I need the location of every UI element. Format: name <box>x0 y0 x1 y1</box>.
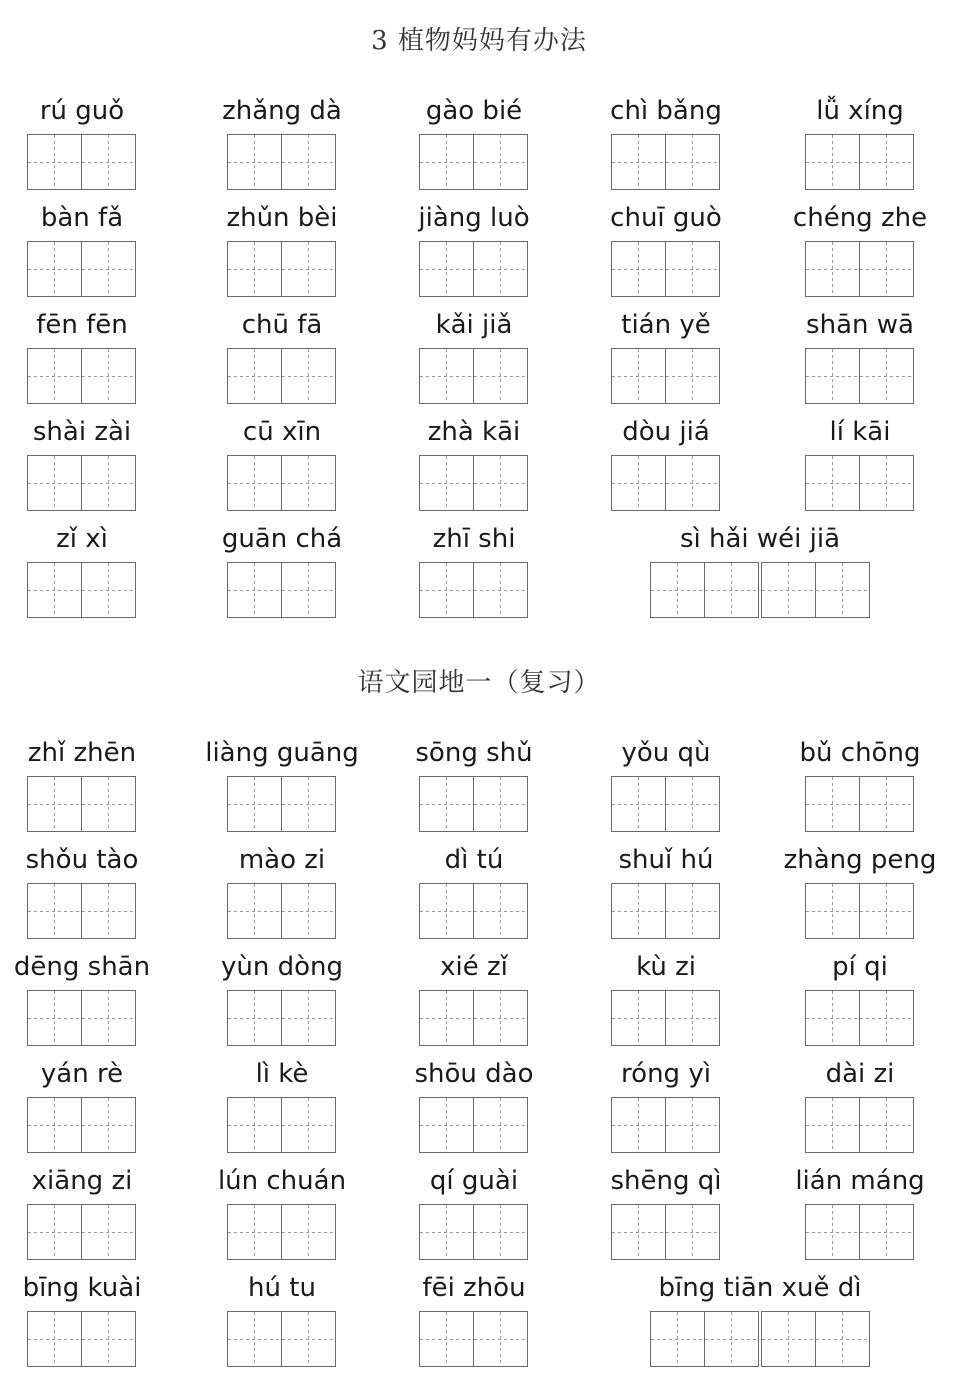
character-writing-cell[interactable] <box>27 1311 82 1367</box>
pinyin-label: kù zi <box>636 952 696 982</box>
writing-boxes[interactable] <box>227 348 334 404</box>
character-writing-cell[interactable] <box>227 1311 282 1367</box>
writing-boxes[interactable] <box>419 990 526 1046</box>
character-writing-cell[interactable] <box>281 1097 336 1153</box>
writing-boxes[interactable] <box>419 134 526 190</box>
character-writing-cell[interactable] <box>665 776 720 832</box>
character-writing-cell[interactable] <box>81 562 136 618</box>
character-writing-cell[interactable] <box>859 348 914 404</box>
writing-boxes[interactable] <box>419 562 526 618</box>
pinyin-label: rú guǒ <box>39 96 125 126</box>
character-writing-cell[interactable] <box>281 455 336 511</box>
character-writing-cell[interactable] <box>473 455 528 511</box>
character-writing-cell[interactable] <box>81 1311 136 1367</box>
character-writing-cell[interactable] <box>611 776 666 832</box>
pinyin-label: shēng qì <box>610 1166 722 1196</box>
character-writing-cell[interactable] <box>227 1204 282 1260</box>
writing-boxes[interactable] <box>419 241 526 297</box>
character-writing-cell[interactable] <box>419 990 474 1046</box>
pinyin-label: yùn dòng <box>220 952 343 982</box>
character-writing-cell[interactable] <box>611 348 666 404</box>
character-writing-cell[interactable] <box>27 348 82 404</box>
pinyin-label: hú tu <box>248 1273 316 1303</box>
writing-boxes[interactable] <box>805 348 912 404</box>
character-writing-cell[interactable] <box>281 776 336 832</box>
writing-boxes[interactable] <box>27 241 134 297</box>
writing-boxes[interactable] <box>650 562 868 618</box>
pinyin-label: dēng shān <box>13 952 151 982</box>
character-writing-cell[interactable] <box>761 562 816 618</box>
pinyin-label: chū fā <box>241 310 323 340</box>
character-writing-cell[interactable] <box>281 883 336 939</box>
pinyin-label: xié zǐ <box>440 952 508 982</box>
character-writing-cell[interactable] <box>419 1097 474 1153</box>
character-writing-cell[interactable] <box>473 1097 528 1153</box>
character-writing-cell[interactable] <box>704 1311 759 1367</box>
pinyin-label: zhǎng dà <box>222 96 342 126</box>
character-writing-cell[interactable] <box>805 1097 860 1153</box>
pinyin-label: shuǐ hú <box>618 845 714 875</box>
character-writing-cell[interactable] <box>81 776 136 832</box>
character-writing-cell[interactable] <box>859 1204 914 1260</box>
character-writing-cell[interactable] <box>419 134 474 190</box>
pinyin-label: gào bié <box>425 96 523 126</box>
character-writing-cell[interactable] <box>473 1311 528 1367</box>
pinyin-label: pí qi <box>832 952 888 982</box>
pinyin-label: róng yì <box>621 1059 711 1089</box>
character-writing-cell[interactable] <box>81 883 136 939</box>
pinyin-label: bǔ chōng <box>799 738 921 768</box>
character-writing-cell[interactable] <box>704 562 759 618</box>
character-writing-cell[interactable] <box>473 134 528 190</box>
writing-boxes[interactable] <box>611 134 718 190</box>
character-writing-cell[interactable] <box>473 776 528 832</box>
character-writing-cell[interactable] <box>665 990 720 1046</box>
pinyin-label: sì hǎi wéi jiā <box>679 524 841 554</box>
character-writing-cell[interactable] <box>611 1097 666 1153</box>
writing-boxes[interactable] <box>227 1204 334 1260</box>
writing-boxes[interactable] <box>227 1311 334 1367</box>
character-writing-cell[interactable] <box>805 776 860 832</box>
character-writing-cell[interactable] <box>761 1311 816 1367</box>
pinyin-label: lún chuán <box>217 1166 347 1196</box>
character-writing-cell[interactable] <box>27 776 82 832</box>
character-writing-cell[interactable] <box>665 883 720 939</box>
writing-boxes[interactable] <box>227 134 334 190</box>
writing-boxes[interactable] <box>419 776 526 832</box>
pinyin-label: yán rè <box>40 1059 124 1089</box>
character-writing-cell[interactable] <box>81 1097 136 1153</box>
writing-boxes[interactable] <box>227 562 334 618</box>
writing-boxes[interactable] <box>611 990 718 1046</box>
writing-boxes[interactable] <box>227 241 334 297</box>
character-writing-cell[interactable] <box>611 241 666 297</box>
pinyin-label: bàn fǎ <box>40 203 124 233</box>
character-writing-cell[interactable] <box>611 134 666 190</box>
writing-boxes[interactable] <box>27 1097 134 1153</box>
pinyin-label: chì bǎng <box>610 96 722 126</box>
character-writing-cell[interactable] <box>805 990 860 1046</box>
pinyin-label: mào zi <box>238 845 326 875</box>
character-writing-cell[interactable] <box>227 776 282 832</box>
character-writing-cell[interactable] <box>227 562 282 618</box>
character-writing-cell[interactable] <box>665 134 720 190</box>
pinyin-label: zhǐ zhēn <box>27 738 137 768</box>
character-writing-cell[interactable] <box>473 241 528 297</box>
character-writing-cell[interactable] <box>281 1204 336 1260</box>
pinyin-label: zhà kāi <box>427 417 521 447</box>
character-writing-cell[interactable] <box>227 348 282 404</box>
character-writing-cell[interactable] <box>859 776 914 832</box>
writing-boxes[interactable] <box>27 562 134 618</box>
character-writing-cell[interactable] <box>611 883 666 939</box>
character-writing-cell[interactable] <box>665 455 720 511</box>
character-writing-cell[interactable] <box>859 1097 914 1153</box>
pinyin-label: kǎi jiǎ <box>435 310 513 340</box>
pinyin-label: lián máng <box>795 1166 925 1196</box>
pinyin-label: yǒu qù <box>621 738 711 768</box>
character-writing-cell[interactable] <box>419 241 474 297</box>
writing-boxes[interactable] <box>805 1097 912 1153</box>
writing-boxes[interactable] <box>227 1097 334 1153</box>
character-writing-cell[interactable] <box>473 883 528 939</box>
character-writing-cell[interactable] <box>281 241 336 297</box>
pinyin-label: lǚ xíng <box>816 96 904 126</box>
character-writing-cell[interactable] <box>419 348 474 404</box>
character-writing-cell[interactable] <box>611 990 666 1046</box>
pinyin-label: zǐ xì <box>56 524 108 554</box>
writing-boxes[interactable] <box>611 1097 718 1153</box>
pinyin-label: zhī shi <box>432 524 516 554</box>
character-writing-cell[interactable] <box>281 990 336 1046</box>
writing-boxes[interactable] <box>805 455 912 511</box>
character-writing-cell[interactable] <box>27 990 82 1046</box>
pinyin-label: liàng guāng <box>205 738 359 768</box>
character-writing-cell[interactable] <box>859 883 914 939</box>
character-writing-cell[interactable] <box>805 348 860 404</box>
writing-boxes[interactable] <box>611 455 718 511</box>
character-writing-cell[interactable] <box>81 348 136 404</box>
character-writing-cell[interactable] <box>81 1204 136 1260</box>
pinyin-label: bīng tiān xuě dì <box>658 1273 862 1303</box>
character-writing-cell[interactable] <box>859 241 914 297</box>
character-writing-cell[interactable] <box>81 134 136 190</box>
writing-boxes[interactable] <box>419 883 526 939</box>
character-writing-cell[interactable] <box>27 455 82 511</box>
character-writing-cell[interactable] <box>859 455 914 511</box>
writing-boxes[interactable] <box>611 1204 718 1260</box>
character-writing-cell[interactable] <box>227 241 282 297</box>
writing-boxes[interactable] <box>227 990 334 1046</box>
character-writing-cell[interactable] <box>665 241 720 297</box>
character-writing-cell[interactable] <box>281 1311 336 1367</box>
character-writing-cell[interactable] <box>805 883 860 939</box>
pinyin-label: zhàng peng <box>783 845 937 875</box>
character-writing-cell[interactable] <box>27 562 82 618</box>
character-writing-cell[interactable] <box>665 348 720 404</box>
writing-boxes[interactable] <box>227 776 334 832</box>
writing-boxes[interactable] <box>805 241 912 297</box>
writing-boxes[interactable] <box>805 134 912 190</box>
character-writing-cell[interactable] <box>227 883 282 939</box>
character-writing-cell[interactable] <box>611 455 666 511</box>
character-writing-cell[interactable] <box>805 1204 860 1260</box>
pinyin-label: shān wā <box>806 310 914 340</box>
character-writing-cell[interactable] <box>815 562 870 618</box>
character-writing-cell[interactable] <box>859 134 914 190</box>
character-writing-cell[interactable] <box>81 241 136 297</box>
pinyin-label: guān chá <box>221 524 343 554</box>
character-writing-cell[interactable] <box>419 562 474 618</box>
character-writing-cell[interactable] <box>227 990 282 1046</box>
character-writing-cell[interactable] <box>473 1204 528 1260</box>
character-writing-cell[interactable] <box>665 1204 720 1260</box>
writing-boxes[interactable] <box>27 883 134 939</box>
character-writing-cell[interactable] <box>281 348 336 404</box>
writing-boxes[interactable] <box>805 776 912 832</box>
writing-boxes[interactable] <box>27 134 134 190</box>
character-writing-cell[interactable] <box>419 883 474 939</box>
character-writing-cell[interactable] <box>859 990 914 1046</box>
character-writing-cell[interactable] <box>650 1311 705 1367</box>
character-writing-cell[interactable] <box>473 562 528 618</box>
character-writing-cell[interactable] <box>805 455 860 511</box>
character-writing-cell[interactable] <box>805 241 860 297</box>
writing-boxes[interactable] <box>611 348 718 404</box>
character-writing-cell[interactable] <box>27 883 82 939</box>
writing-boxes[interactable] <box>227 455 334 511</box>
writing-boxes[interactable] <box>611 241 718 297</box>
character-writing-cell[interactable] <box>281 562 336 618</box>
pinyin-label: tián yě <box>621 310 711 340</box>
writing-boxes[interactable] <box>805 990 912 1046</box>
character-writing-cell[interactable] <box>27 1097 82 1153</box>
writing-boxes[interactable] <box>27 776 134 832</box>
writing-boxes[interactable] <box>227 883 334 939</box>
writing-boxes[interactable] <box>419 1311 526 1367</box>
pinyin-label: shǒu tào <box>25 845 139 875</box>
character-writing-cell[interactable] <box>419 455 474 511</box>
pinyin-label: dì tú <box>444 845 504 875</box>
pinyin-label: fēi zhōu <box>422 1273 526 1303</box>
writing-boxes[interactable] <box>27 990 134 1046</box>
writing-boxes[interactable] <box>611 883 718 939</box>
character-writing-cell[interactable] <box>27 134 82 190</box>
character-writing-cell[interactable] <box>473 348 528 404</box>
pinyin-label: lì kè <box>255 1059 309 1089</box>
pinyin-label: xiāng zi <box>31 1166 133 1196</box>
pinyin-label: dòu jiá <box>622 417 710 447</box>
writing-boxes[interactable] <box>650 1311 868 1367</box>
character-writing-cell[interactable] <box>27 1204 82 1260</box>
pinyin-label: shài zài <box>32 417 132 447</box>
character-writing-cell[interactable] <box>81 990 136 1046</box>
character-writing-cell[interactable] <box>227 1097 282 1153</box>
pinyin-label: chéng zhe <box>792 203 928 233</box>
character-writing-cell[interactable] <box>473 990 528 1046</box>
character-writing-cell[interactable] <box>227 455 282 511</box>
section2-title: 语文园地一（复习） <box>357 668 601 698</box>
character-writing-cell[interactable] <box>611 1204 666 1260</box>
pinyin-label: jiàng luò <box>418 203 530 233</box>
writing-boxes[interactable] <box>419 1204 526 1260</box>
writing-boxes[interactable] <box>805 883 912 939</box>
writing-boxes[interactable] <box>419 348 526 404</box>
pinyin-label: sōng shǔ <box>415 738 533 768</box>
character-writing-cell[interactable] <box>227 134 282 190</box>
writing-boxes[interactable] <box>419 1097 526 1153</box>
character-writing-cell[interactable] <box>665 1097 720 1153</box>
writing-boxes[interactable] <box>611 776 718 832</box>
character-writing-cell[interactable] <box>805 134 860 190</box>
character-writing-cell[interactable] <box>27 241 82 297</box>
character-writing-cell[interactable] <box>419 1204 474 1260</box>
writing-boxes[interactable] <box>27 1204 134 1260</box>
character-writing-cell[interactable] <box>81 455 136 511</box>
character-writing-cell[interactable] <box>419 1311 474 1367</box>
pinyin-label: zhǔn bèi <box>226 203 338 233</box>
section1-title: 3 植物妈妈有办法 <box>371 26 587 56</box>
writing-boxes[interactable] <box>419 455 526 511</box>
pinyin-label: shōu dào <box>414 1059 534 1089</box>
pinyin-label: qí guài <box>429 1166 519 1196</box>
character-writing-cell[interactable] <box>281 134 336 190</box>
pinyin-label: dài zi <box>825 1059 895 1089</box>
pinyin-label: bīng kuài <box>22 1273 142 1303</box>
character-writing-cell[interactable] <box>815 1311 870 1367</box>
writing-boxes[interactable] <box>27 455 134 511</box>
pinyin-label: chuī guò <box>610 203 722 233</box>
writing-boxes[interactable] <box>27 1311 134 1367</box>
pinyin-label: fēn fēn <box>36 310 128 340</box>
character-writing-cell[interactable] <box>650 562 705 618</box>
writing-boxes[interactable] <box>27 348 134 404</box>
pinyin-label: lí kāi <box>829 417 891 447</box>
pinyin-label: cū xīn <box>242 417 322 447</box>
character-writing-cell[interactable] <box>419 776 474 832</box>
writing-boxes[interactable] <box>805 1204 912 1260</box>
